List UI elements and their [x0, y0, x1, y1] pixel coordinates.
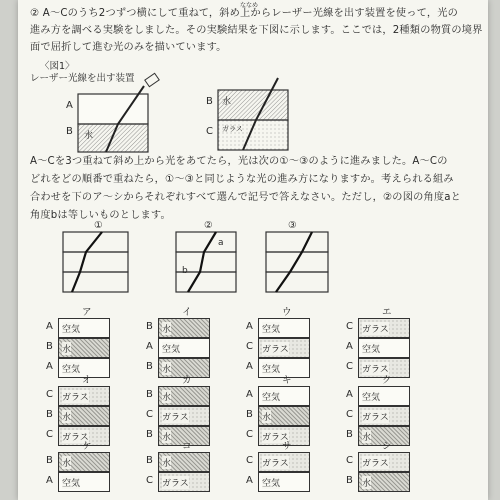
choice-kana-label: イ — [182, 307, 192, 318]
choice-row-letter: B — [346, 429, 353, 440]
choice-kana-label: サ — [282, 441, 292, 452]
worksheet-page — [18, 0, 488, 500]
intro-line-3: 面で屈折して進む光のみを描いています。 — [30, 42, 227, 53]
intro-line-1: ② A～Cのうち2つずつ横にして重ねて，斜め上からレーザー光線を出す装置を使って，光の — [30, 8, 458, 19]
choice-row-letter: B — [146, 389, 153, 400]
choice-layer-material: 空気 — [262, 476, 280, 489]
choice-row-letter: B — [346, 475, 353, 486]
choice-layer-material: ガラス — [162, 476, 189, 489]
choice-layer-cell — [358, 338, 410, 358]
choice-layer-cell — [58, 386, 110, 406]
choice-row-letter: B — [146, 321, 153, 332]
ruby-text: ななめ — [240, 2, 259, 9]
choice-layer-material: 空気 — [162, 342, 180, 355]
choice-row-letter: B — [246, 409, 253, 420]
choice-row-letter: C — [146, 409, 153, 420]
choice-layer-cell — [358, 386, 410, 406]
choice-row-letter: B — [46, 409, 53, 420]
choice-layer-material: ガラス — [362, 362, 389, 375]
choice-row-letter: A — [246, 321, 253, 332]
choice-layer-cell — [258, 452, 310, 472]
choice-row-letter: A — [346, 341, 353, 352]
angle-a-label: a — [218, 238, 224, 248]
choice-row-letter: C — [146, 475, 153, 486]
fig1-right-top-label: B — [206, 96, 213, 107]
choice-layer-cell — [358, 318, 410, 338]
choice-layer-cell — [358, 406, 410, 426]
choice-row-letter: A — [46, 475, 53, 486]
choice-layer-material: 水 — [62, 410, 71, 423]
choice-layer-material: 空気 — [62, 362, 80, 375]
choice-layer-material: 水 — [162, 362, 171, 375]
choice-layer-cell — [258, 472, 310, 492]
choice-layer-material: 空気 — [62, 476, 80, 489]
choice-layer-material: 水 — [62, 456, 71, 469]
choice-row-letter: B — [146, 455, 153, 466]
choice-layer-cell — [258, 318, 310, 338]
choice-layer-material: 水 — [62, 342, 71, 355]
choice-kana-label: ウ — [282, 307, 292, 318]
choice-layer-material: ガラス — [162, 410, 189, 423]
choice-layer-material: ガラス — [62, 430, 89, 443]
choice-layer-cell — [58, 472, 110, 492]
choice-layer-material: 空気 — [262, 390, 280, 403]
choice-layer-material: 空気 — [362, 390, 380, 403]
three-path-diagrams — [18, 228, 488, 308]
choice-kana-label: オ — [82, 375, 92, 386]
choice-kana-label: キ — [282, 375, 292, 386]
choice-layer-material: 水 — [162, 322, 171, 335]
choice-layer-cell — [58, 338, 110, 358]
choice-kana-label: エ — [382, 307, 392, 318]
laser-device-label: レーザー光線を出す装置 — [30, 73, 135, 84]
choice-row-letter: C — [346, 455, 353, 466]
choice-layer-cell — [158, 338, 210, 358]
choice-layer-material: 空気 — [362, 342, 380, 355]
choice-layer-material: ガラス — [362, 456, 389, 469]
diagram-1-label: ① — [94, 220, 103, 231]
fig1-left-bottom-label: B — [66, 126, 73, 137]
choice-kana-label: ア — [82, 307, 92, 318]
choice-layer-material: ガラス — [262, 342, 289, 355]
choice-row-letter: C — [346, 409, 353, 420]
choice-layer-cell — [158, 386, 210, 406]
angle-b-label: b — [182, 266, 188, 276]
choice-row-letter: A — [146, 341, 153, 352]
diagram-3-label: ③ — [288, 220, 297, 231]
choice-layer-cell — [258, 338, 310, 358]
choice-row-letter: B — [46, 455, 53, 466]
choice-layer-material: ガラス — [362, 322, 389, 335]
figure1-caption: 〈図1〉 — [40, 61, 75, 72]
choice-row-letter: C — [46, 429, 53, 440]
choice-layer-cell — [158, 472, 210, 492]
intro-line-2: 進み方を調べる実験をしました。その実験結果を下図に示します。ここでは，2種類の物質の境界 — [30, 25, 483, 36]
choice-layer-material: ガラス — [362, 410, 389, 423]
fig1-right-bottom-material: ガラス — [222, 125, 243, 133]
choice-layer-cell — [258, 406, 310, 426]
question-line-1: A～Cを3つ重ねて斜め上から光をあてたら，光は次の①～③のように進みました。A～Cの — [30, 156, 448, 167]
choice-layer-cell — [158, 318, 210, 338]
choice-layer-material: 水 — [362, 430, 371, 443]
choice-layer-material: 空気 — [62, 322, 80, 335]
choice-kana-label: シ — [382, 441, 392, 452]
choice-layer-material: 水 — [262, 410, 271, 423]
choice-row-letter: A — [346, 389, 353, 400]
choice-layer-cell — [58, 406, 110, 426]
question-line-2: どれをどの順番で重ねたら，①～③と同じような光の進み方になりますか。考えられる組み — [30, 174, 454, 185]
choice-row-letter: A — [246, 389, 253, 400]
question-line-4: 角度bは等しいものとします。 — [30, 210, 171, 221]
choice-row-letter: B — [46, 341, 53, 352]
choice-kana-label: コ — [182, 441, 192, 452]
choice-row-letter: B — [146, 361, 153, 372]
choice-layer-material: 水 — [162, 456, 171, 469]
choice-layer-material: 水 — [362, 476, 371, 489]
choice-row-letter: C — [46, 389, 53, 400]
choice-row-letter: A — [46, 361, 53, 372]
choice-layer-cell — [358, 472, 410, 492]
choice-kana-label: カ — [182, 375, 192, 386]
fig1-left-bottom-material: 水 — [84, 131, 94, 141]
diagram-2-label: ② — [204, 220, 213, 231]
choice-layer-cell — [258, 386, 310, 406]
choice-layer-material: ガラス — [262, 456, 289, 469]
choice-row-letter: C — [346, 321, 353, 332]
choice-layer-cell — [158, 406, 210, 426]
fig1-right-bottom-label: C — [206, 126, 213, 137]
choice-layer-material: 空気 — [262, 362, 280, 375]
choice-layer-material: 水 — [162, 430, 171, 443]
choice-row-letter: A — [46, 321, 53, 332]
choice-row-letter: B — [146, 429, 153, 440]
choice-layer-cell — [58, 318, 110, 338]
choice-layer-cell — [158, 452, 210, 472]
choice-layer-material: ガラス — [262, 430, 289, 443]
choice-layer-material: 空気 — [262, 322, 280, 335]
fig1-left-top-label: A — [66, 100, 73, 111]
choice-kana-label: ケ — [82, 441, 92, 452]
choice-layer-material: 水 — [162, 390, 171, 403]
choice-kana-label: ク — [382, 375, 392, 386]
choice-row-letter: C — [346, 361, 353, 372]
choice-row-letter: C — [246, 429, 253, 440]
choice-layer-material: ガラス — [62, 390, 89, 403]
choice-row-letter: C — [246, 341, 253, 352]
choice-layer-cell — [358, 452, 410, 472]
fig1-right-top-material: 水 — [222, 97, 232, 107]
choice-row-letter: A — [246, 361, 253, 372]
question-line-3: 合わせを下のア～シからそれぞれすべて選んで記号で答えなさい。ただし，②の図の角度aと — [30, 192, 462, 203]
choice-layer-cell — [58, 452, 110, 472]
choice-row-letter: A — [246, 475, 253, 486]
choice-row-letter: C — [246, 455, 253, 466]
